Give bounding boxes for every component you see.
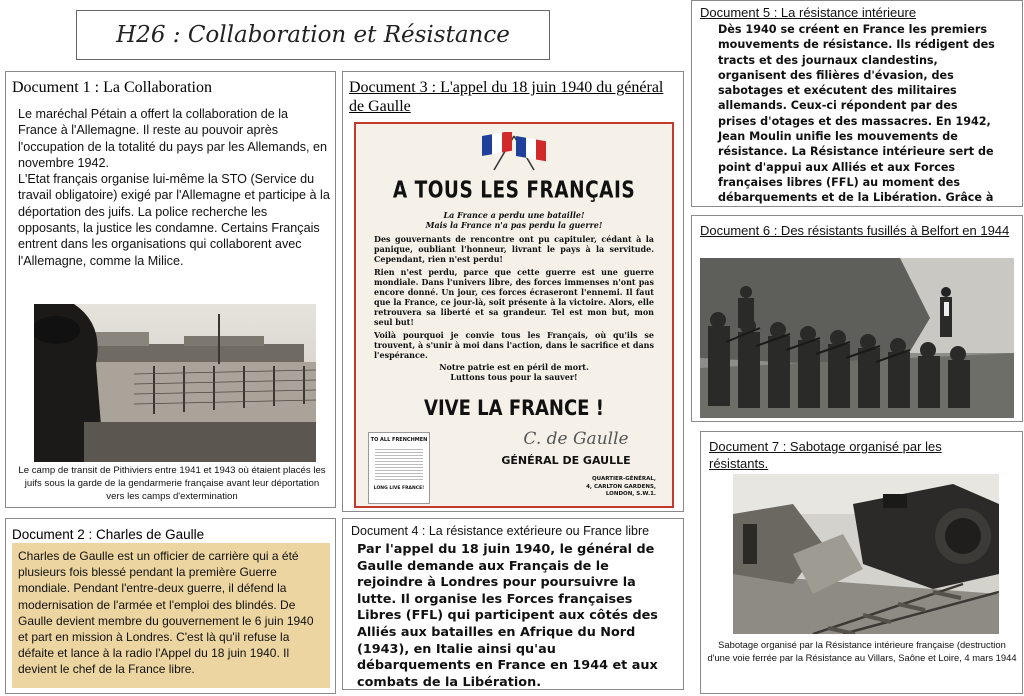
poster-closing-1: Notre patrie est en péril de mort. (439, 362, 589, 372)
doc7-caption: Sabotage organisé par la Résistance intérieure française (destruction d'une voie ferrée par la Résistance au Villars, Saône et Loire, 4 mars 1944 (707, 639, 1017, 664)
doc4-title: Document 4 : La résistance extérieure ou France libre (351, 524, 650, 538)
doc5-title: Document 5 : La résistance intérieure (700, 5, 917, 20)
poster-cry: VIVE LA FRANCE ! (424, 395, 604, 422)
poster-subhead-1: La France a perdu une bataille! (443, 210, 585, 220)
poster-para-2: Rien n'est perdu, parce que cette guerre est une guerre mondiale. Dans l'univers libre, des forces immenses n'ont pas encore donné. Un jour, ces forces écraseront l'ennemi. Il faut que la France, ce jour-là, soit présente à la victoire. Alors, elle retrouvera sa liberté et sa grandeur. Tel est mon but, mon seul but! (374, 267, 654, 327)
doc4-panel (342, 518, 684, 690)
doc5-panel (691, 0, 1023, 207)
poster-subhead-2: Mais la France n'a pas perdu la guerre! (425, 220, 603, 230)
poster-address-1: QUARTIER-GÉNÉRAL, (591, 476, 656, 482)
doc1-panel (5, 71, 336, 508)
poster-address-3: LONDON, S.W.1. (605, 491, 656, 497)
railway-sabotage-photo (733, 474, 999, 634)
poster-address-2: 4, CARLTON GARDENS, (586, 483, 656, 490)
poster-signature: C. de Gaulle (523, 429, 629, 449)
page-title: H26 : Collaboration et Résistance (116, 22, 510, 48)
doc3-panel (342, 71, 684, 512)
doc1-paragraph-2: L'Etat français organise lui-même la STO (Service du travail obligatoire) exigé par l'Allemagne et participe à la déportation des juifs. La police recherche les opposants, la justice les condamne. Certains Français entrent dans les organisations qui collaborent avec l'Allemagne, comme la Milice. (18, 172, 330, 268)
belfort-execution-photo (700, 258, 1014, 418)
poster-closing-2: Luttons tous pour la sauver! (450, 372, 578, 382)
doc7-title: Document 7 : Sabotage organisé par les résistants. (709, 439, 942, 471)
doc4-text: Par l'appel du 18 juin 1940, le général de Gaulle demande aux Français de le rejoindre à Londres pour poursuivre la lutte. Il organise les Forces françaises Libres (FFL) qui participent aux côtés des Alliés aux batailles en Afrique du Nord (1943), en Italie ainsi qu'au débarquements en France en 1944 et aux combats de la Libération. (357, 542, 658, 690)
pithiviers-camp-photo (34, 304, 316, 462)
doc3-title: Document 3 : L'appel du 18 juin 1940 du général de Gaulle (349, 79, 664, 115)
doc6-panel (691, 215, 1023, 422)
poster-inset (368, 432, 430, 504)
doc6-title: Document 6 : Des résistants fusillés à Belfort en 1944 (700, 223, 1010, 238)
doc5-text: Dès 1940 se créent en France les premiers mouvements de résistance. Ils rédigent des tracts et des journaux clandestins, organisent des filières d'évasion, des sabotages et exécutent des militaires allemands. Ceux-ci répondent par des prises d'otages et des massacres. En 1942, Jean Moulin unifie les mouvements de résistance. La Résistance intérieure sert de point d'appui aux Alliés et aux Forces françaises libres (FFL) au moment des débarquements et de la Libération. Grâce à (718, 23, 995, 205)
poster-signer: GÉNÉRAL DE GAULLE (501, 454, 631, 467)
poster-para-3: Voilà pourquoi je convie tous les Français, où qu'ils se trouvent, à s'unir à moi dans l'action, dans le sacrifice et dans l'espérance. (374, 330, 654, 360)
doc1-caption: Le camp de transit de Pithiviers entre 1941 et 1943 où étaient placés les juifs sous la garde de la gendarmerie française avant leur déportation vers les camps d'extermination (18, 465, 326, 502)
french-flags-icon (474, 132, 554, 172)
doc2-panel (5, 518, 336, 694)
poster-inset-footer: LONG LIVE FRANCE! (373, 486, 425, 491)
doc7-panel (700, 431, 1023, 694)
doc2-parchment (12, 543, 330, 688)
doc2-text: Charles de Gaulle est un officier de carrière qui a été plusieurs fois blessé pendant la première Guerre mondiale. Pendant l'entre-deux guerre, il défend la modernisation de l'armée et l'emploi des blindés. De Gaulle devient membre du gouvernement le 6 juin 1940 et part en mission à Londres. C'est là qu'il refuse la défaite et lance à la radio l'Appel du 18 juin 1940. Il devient le chef de la France libre. (18, 549, 314, 677)
page-title-box (76, 10, 550, 60)
poster-inset-title: TO ALL FRENCHMEN (370, 437, 428, 443)
doc2-title: Document 2 : Charles de Gaulle (12, 527, 205, 542)
appel-poster (354, 122, 674, 508)
doc1-title: Document 1 : La Collaboration (12, 79, 212, 96)
poster-headline: A TOUS LES FRANÇAIS (392, 177, 636, 204)
poster-para-1: Des gouvernants de rencontre ont pu capituler, cédant à la panique, oubliant l'honneur, livrant le pays à la servitude. Cependant, rien n'est perdu! (374, 234, 654, 264)
doc1-paragraph-1: Le maréchal Pétain a offert la collaboration de la France à l'Allemagne. Il reste au pouvoir après l'occupation de la totalité du pays par les Allemands, en novembre 1942. (18, 107, 328, 170)
